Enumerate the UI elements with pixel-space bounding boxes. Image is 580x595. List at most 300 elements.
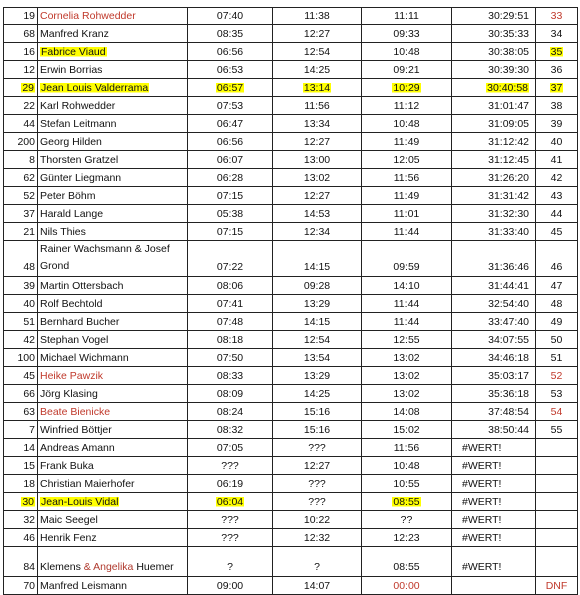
total-time-cell xyxy=(451,493,535,510)
total-time-cell xyxy=(451,577,535,594)
rank-cell xyxy=(535,61,578,78)
name-cell-text: Bernhard Bucher xyxy=(40,315,120,328)
name-cell-text: Henrik Fenz xyxy=(40,531,97,544)
start-number-cell-text: 42 xyxy=(23,333,35,346)
total-time-cell xyxy=(451,367,535,384)
name-cell xyxy=(37,61,187,78)
table-row xyxy=(3,421,578,439)
rank-cell-text: 42 xyxy=(550,171,563,184)
time-1-cell xyxy=(187,295,272,312)
total-time-cell xyxy=(451,187,535,204)
name-cell xyxy=(37,187,187,204)
name-cell-text: Cornelia Rohwedder xyxy=(40,10,136,22)
name-cell xyxy=(37,403,187,420)
time-1-cell-text: 08:09 xyxy=(216,387,244,400)
total-time-cell xyxy=(451,313,535,330)
time-2-cell-text: 12:27 xyxy=(303,27,331,40)
time-1-cell-text: 08:18 xyxy=(216,333,244,346)
time-3-cell xyxy=(361,25,451,42)
rank-cell xyxy=(535,187,578,204)
start-number-cell xyxy=(3,385,37,402)
name-cell xyxy=(37,475,187,492)
time-3-cell xyxy=(361,43,451,60)
time-1-cell-text: 08:24 xyxy=(216,405,244,418)
start-number-cell-text: 32 xyxy=(23,513,35,526)
time-2-cell-text: 13:14 xyxy=(303,81,331,94)
table-row xyxy=(3,457,578,475)
rank-cell-text: 40 xyxy=(550,135,563,148)
start-number-cell xyxy=(3,97,37,114)
time-2-cell-text: ? xyxy=(314,561,320,573)
start-number-cell-text: 14 xyxy=(23,441,35,454)
table-row xyxy=(3,493,578,511)
total-time-cell xyxy=(451,79,535,96)
total-time-cell-text: 30:40:58 xyxy=(487,81,528,94)
time-1-cell xyxy=(187,133,272,150)
time-3-cell xyxy=(361,421,451,438)
rank-cell xyxy=(535,97,578,114)
rank-cell xyxy=(535,25,578,42)
rank-cell-text: 53 xyxy=(550,387,563,400)
time-1-cell xyxy=(187,277,272,294)
name-cell xyxy=(37,169,187,186)
total-time-cell xyxy=(451,97,535,114)
table-row xyxy=(3,133,578,151)
time-3-cell xyxy=(361,313,451,330)
time-2-cell-text: 11:38 xyxy=(304,10,330,22)
start-number-cell xyxy=(3,61,37,78)
rank-cell xyxy=(535,43,578,60)
rank-cell xyxy=(535,349,578,366)
time-2-cell-text: 12:27 xyxy=(303,189,331,202)
name-part: Huemer xyxy=(133,561,174,573)
table-row xyxy=(3,331,578,349)
total-time-cell-text: #WERT! xyxy=(462,477,502,490)
time-3-cell xyxy=(361,331,451,348)
time-1-cell-text: 06:56 xyxy=(216,135,244,148)
time-1-cell xyxy=(187,421,272,438)
rank-cell-text: 49 xyxy=(550,315,563,328)
start-number-cell-text: 15 xyxy=(23,459,35,472)
start-number-cell xyxy=(3,331,37,348)
name-cell xyxy=(37,511,187,528)
name-cell xyxy=(37,43,187,60)
name-cell-text: Frank Buka xyxy=(40,459,94,472)
total-time-cell xyxy=(451,133,535,150)
time-2-cell xyxy=(272,403,361,420)
time-3-cell-text: 11:49 xyxy=(393,189,420,202)
time-2-cell xyxy=(272,151,361,168)
start-number-cell xyxy=(3,25,37,42)
total-time-cell xyxy=(451,421,535,438)
total-time-cell-text: 31:01:47 xyxy=(488,99,529,112)
time-1-cell xyxy=(187,313,272,330)
time-1-cell xyxy=(187,79,272,96)
name-cell xyxy=(37,115,187,132)
start-number-cell-text: 48 xyxy=(23,261,35,273)
name-part: & Angelika xyxy=(83,561,134,573)
time-1-cell xyxy=(187,529,272,546)
time-2-cell-text: 14:15 xyxy=(303,315,331,328)
time-3-cell-text: 12:55 xyxy=(393,333,420,346)
table-row xyxy=(3,205,578,223)
time-1-cell xyxy=(187,8,272,24)
time-2-cell-text: 13:54 xyxy=(303,351,331,364)
start-number-cell xyxy=(3,115,37,132)
total-time-cell-text: #WERT! xyxy=(462,441,502,454)
time-3-cell xyxy=(361,187,451,204)
total-time-cell xyxy=(451,529,535,546)
table-row xyxy=(3,475,578,493)
start-number-cell-text: 45 xyxy=(23,369,35,382)
time-1-cell xyxy=(187,511,272,528)
start-number-cell-text: 70 xyxy=(23,579,35,592)
start-number-cell xyxy=(3,8,37,24)
total-time-cell-text: 31:12:45 xyxy=(488,153,529,166)
total-time-cell xyxy=(451,403,535,420)
time-1-cell-text: 06:56 xyxy=(216,45,244,58)
time-2-cell xyxy=(272,25,361,42)
total-time-cell xyxy=(451,151,535,168)
time-2-cell-text: 14:15 xyxy=(303,261,331,273)
rank-cell xyxy=(535,169,578,186)
table-row xyxy=(3,511,578,529)
time-1-cell-text: 09:00 xyxy=(216,579,244,592)
name-cell xyxy=(37,577,187,594)
name-cell-text: Harald Lange xyxy=(40,207,104,220)
name-cell xyxy=(37,79,187,96)
name-cell xyxy=(37,223,187,240)
name-cell-text: Andreas Amann xyxy=(40,441,115,454)
time-2-cell xyxy=(272,79,361,96)
rank-cell xyxy=(535,8,578,24)
time-1-cell-text: 07:40 xyxy=(216,10,244,22)
name-cell xyxy=(37,493,187,510)
name-cell-text: Manfred Kranz xyxy=(40,27,109,40)
time-2-cell xyxy=(272,475,361,492)
total-time-cell xyxy=(451,223,535,240)
time-2-cell-text: ??? xyxy=(308,495,326,508)
start-number-cell xyxy=(3,577,37,594)
start-number-cell-text: 46 xyxy=(23,531,35,544)
time-1-cell xyxy=(187,457,272,474)
name-cell xyxy=(37,313,187,330)
time-2-cell xyxy=(272,457,361,474)
start-number-cell xyxy=(3,295,37,312)
name-cell-text: Jörg Klasing xyxy=(40,387,98,400)
table-row xyxy=(3,439,578,457)
rank-cell-text: 41 xyxy=(550,153,563,166)
rank-cell-text: 51 xyxy=(550,351,563,364)
time-2-cell-text: ??? xyxy=(308,441,326,454)
rank-cell xyxy=(535,277,578,294)
time-3-cell xyxy=(361,529,451,546)
time-3-cell-text: 08:55 xyxy=(393,495,420,508)
rank-cell-text: 46 xyxy=(550,261,563,273)
name-cell xyxy=(37,439,187,456)
time-3-cell xyxy=(361,475,451,492)
time-2-cell xyxy=(272,223,361,240)
name-cell-text: Martin Ottersbach xyxy=(40,279,124,292)
table-row xyxy=(3,349,578,367)
name-cell xyxy=(37,295,187,312)
total-time-cell-text: 34:07:55 xyxy=(488,333,529,346)
time-3-cell-text: 11:11 xyxy=(394,10,419,22)
table-row xyxy=(3,241,578,277)
total-time-cell-text: 31:44:41 xyxy=(488,279,529,292)
rank-cell-text: 37 xyxy=(550,81,563,94)
rank-cell xyxy=(535,547,578,576)
time-1-cell-text: 06:57 xyxy=(216,81,244,94)
total-time-cell-text: 30:29:51 xyxy=(488,10,529,22)
total-time-cell xyxy=(451,25,535,42)
time-3-cell xyxy=(361,493,451,510)
start-number-cell xyxy=(3,79,37,96)
time-3-cell xyxy=(361,241,451,276)
time-3-cell-text: 11:44 xyxy=(393,297,420,310)
rank-cell-text: 34 xyxy=(550,27,563,40)
time-3-cell xyxy=(361,439,451,456)
time-1-cell-text: 06:28 xyxy=(216,171,244,184)
total-time-cell xyxy=(451,439,535,456)
time-1-cell-text: 07:48 xyxy=(216,315,244,328)
start-number-cell-text: 200 xyxy=(17,135,35,148)
time-1-cell-text: ??? xyxy=(221,459,239,472)
time-3-cell-text: 09:59 xyxy=(393,261,420,273)
table-row xyxy=(3,97,578,115)
time-2-cell-text: 09:28 xyxy=(303,279,331,292)
start-number-cell xyxy=(3,169,37,186)
start-number-cell-text: 30 xyxy=(22,495,34,508)
time-1-cell-text: 06:53 xyxy=(216,63,244,76)
time-1-cell xyxy=(187,367,272,384)
total-time-cell xyxy=(451,511,535,528)
total-time-cell-text: #WERT! xyxy=(462,561,502,573)
time-3-cell-text: 12:23 xyxy=(393,531,420,544)
rank-cell xyxy=(535,403,578,420)
time-2-cell xyxy=(272,421,361,438)
total-time-cell-text: 31:31:42 xyxy=(488,189,529,202)
time-2-cell-text: 13:02 xyxy=(303,171,331,184)
name-cell-text: Winfried Böttjer xyxy=(40,423,112,436)
time-1-cell-text: 07:15 xyxy=(216,189,244,202)
name-cell-text: Stephan Vogel xyxy=(40,333,109,346)
time-3-cell xyxy=(361,97,451,114)
table-row xyxy=(3,151,578,169)
name-cell-text: Heike Pawzik xyxy=(40,369,104,382)
time-3-cell xyxy=(361,205,451,222)
name-cell-text: Michael Wichmann xyxy=(40,351,129,364)
time-3-cell xyxy=(361,133,451,150)
start-number-cell-text: 21 xyxy=(23,225,35,238)
start-number-cell xyxy=(3,457,37,474)
start-number-cell-text: 19 xyxy=(23,10,35,22)
rank-cell-text: 44 xyxy=(550,207,563,220)
total-time-cell-text: 30:39:30 xyxy=(488,63,529,76)
time-3-cell-text: 13:02 xyxy=(393,387,420,400)
table-row xyxy=(3,313,578,331)
time-3-cell xyxy=(361,8,451,24)
name-cell-text: Christian Maierhofer xyxy=(40,477,135,490)
start-number-cell xyxy=(3,133,37,150)
total-time-cell xyxy=(451,241,535,276)
time-2-cell-text: ??? xyxy=(308,477,326,490)
name-cell xyxy=(37,331,187,348)
time-3-cell xyxy=(361,115,451,132)
time-3-cell-text: 13:02 xyxy=(393,369,420,382)
start-number-cell xyxy=(3,241,37,276)
total-time-cell-text: 31:33:40 xyxy=(488,225,529,238)
start-number-cell xyxy=(3,475,37,492)
name-cell xyxy=(37,277,187,294)
name-cell xyxy=(37,8,187,24)
time-2-cell-text: 15:16 xyxy=(303,423,331,436)
rank-cell xyxy=(535,223,578,240)
table-row xyxy=(3,295,578,313)
total-time-cell-text: 38:50:44 xyxy=(488,423,529,436)
time-2-cell-text: 15:16 xyxy=(303,405,331,418)
rank-cell xyxy=(535,79,578,96)
time-3-cell-text: 11:44 xyxy=(393,225,420,238)
time-2-cell-text: 14:53 xyxy=(303,207,331,220)
time-1-cell-text: 06:04 xyxy=(216,495,244,508)
time-1-cell xyxy=(187,25,272,42)
total-time-cell-text: 31:32:30 xyxy=(488,207,529,220)
time-1-cell xyxy=(187,439,272,456)
name-cell xyxy=(37,97,187,114)
time-2-cell-text: 13:29 xyxy=(303,369,331,382)
table-row xyxy=(3,529,578,547)
start-number-cell-text: 16 xyxy=(23,45,35,58)
table-row xyxy=(3,169,578,187)
time-2-cell-text: 12:32 xyxy=(303,531,331,544)
time-3-cell-text: 10:55 xyxy=(393,477,420,490)
time-1-cell-text: ??? xyxy=(221,513,239,526)
start-number-cell xyxy=(3,421,37,438)
time-3-cell-text: 11:12 xyxy=(393,99,420,112)
start-number-cell xyxy=(3,547,37,576)
rank-cell-text: 50 xyxy=(550,333,563,346)
total-time-cell-text: 30:38:05 xyxy=(488,45,529,58)
rank-cell xyxy=(535,529,578,546)
name-cell-text: Maic Seegel xyxy=(40,513,98,526)
time-2-cell-text: 10:22 xyxy=(303,513,331,526)
start-number-cell-text: 39 xyxy=(23,279,35,292)
total-time-cell xyxy=(451,8,535,24)
name-cell-text: Erwin Borrias xyxy=(40,63,103,76)
time-3-cell xyxy=(361,385,451,402)
time-2-cell-text: 13:29 xyxy=(303,297,331,310)
time-1-cell-text: 07:50 xyxy=(216,351,244,364)
time-3-cell-text: 11:44 xyxy=(393,315,420,328)
time-2-cell xyxy=(272,205,361,222)
total-time-cell-text: 33:47:40 xyxy=(488,315,529,328)
rank-cell-text: 33 xyxy=(550,10,563,22)
table-row xyxy=(3,61,578,79)
time-3-cell xyxy=(361,169,451,186)
time-3-cell xyxy=(361,577,451,594)
rank-cell-text: 39 xyxy=(550,117,563,130)
total-time-cell-text: 35:36:18 xyxy=(488,387,529,400)
name-cell-text: Rainer Wachsmann & Josef Grond xyxy=(40,243,170,272)
time-1-cell xyxy=(187,187,272,204)
rank-cell xyxy=(535,367,578,384)
rank-cell-text: 45 xyxy=(550,225,563,238)
time-3-cell-text: 11:56 xyxy=(393,441,420,454)
time-3-cell xyxy=(361,223,451,240)
total-time-cell xyxy=(451,169,535,186)
name-cell xyxy=(37,205,187,222)
time-3-cell xyxy=(361,61,451,78)
time-2-cell xyxy=(272,8,361,24)
rank-cell xyxy=(535,313,578,330)
name-cell-text: Jean Louis Valderrama xyxy=(41,81,149,94)
table-row xyxy=(3,385,578,403)
time-2-cell xyxy=(272,169,361,186)
time-3-cell-text: 08:55 xyxy=(393,561,420,573)
time-2-cell xyxy=(272,97,361,114)
name-cell-text: Jean-Louis Vidal xyxy=(41,495,119,508)
name-cell-text: Günter Liegmann xyxy=(40,171,122,184)
time-1-cell-text: 05:38 xyxy=(216,207,244,220)
rank-cell xyxy=(535,439,578,456)
rank-cell xyxy=(535,457,578,474)
name-cell xyxy=(37,457,187,474)
start-number-cell-text: 84 xyxy=(23,561,35,573)
start-number-cell xyxy=(3,403,37,420)
start-number-cell-text: 7 xyxy=(29,423,35,436)
name-part: Klemens xyxy=(40,561,84,573)
rank-cell xyxy=(535,421,578,438)
rank-cell-text: 35 xyxy=(550,45,563,58)
time-1-cell-text: 08:32 xyxy=(216,423,244,436)
table-row xyxy=(3,403,578,421)
total-time-cell xyxy=(451,115,535,132)
time-1-cell xyxy=(187,493,272,510)
time-2-cell-text: 12:54 xyxy=(303,333,331,346)
table-row xyxy=(3,25,578,43)
results-table xyxy=(3,7,578,595)
time-2-cell-text: 12:54 xyxy=(303,45,331,58)
time-3-cell xyxy=(361,367,451,384)
total-time-cell-text: 34:46:18 xyxy=(488,351,529,364)
rank-cell-text: 55 xyxy=(550,423,563,436)
time-2-cell xyxy=(272,115,361,132)
time-3-cell xyxy=(361,295,451,312)
time-1-cell-text: 08:33 xyxy=(216,369,244,382)
time-2-cell-text: 14:07 xyxy=(303,579,331,592)
time-1-cell xyxy=(187,385,272,402)
start-number-cell xyxy=(3,43,37,60)
start-number-cell-text: 29 xyxy=(22,81,34,94)
total-time-cell xyxy=(451,61,535,78)
time-1-cell xyxy=(187,115,272,132)
start-number-cell-text: 8 xyxy=(29,153,35,166)
total-time-cell xyxy=(451,385,535,402)
total-time-cell-text: #WERT! xyxy=(462,513,502,526)
time-1-cell-text: ??? xyxy=(221,531,239,544)
total-time-cell xyxy=(451,547,535,576)
start-number-cell xyxy=(3,151,37,168)
time-1-cell xyxy=(187,475,272,492)
rank-cell xyxy=(535,385,578,402)
time-1-cell xyxy=(187,223,272,240)
time-3-cell-text: 10:48 xyxy=(393,117,420,130)
total-time-cell xyxy=(451,475,535,492)
start-number-cell xyxy=(3,493,37,510)
time-2-cell-text: 14:25 xyxy=(303,387,331,400)
total-time-cell-text: 32:54:40 xyxy=(488,297,529,310)
